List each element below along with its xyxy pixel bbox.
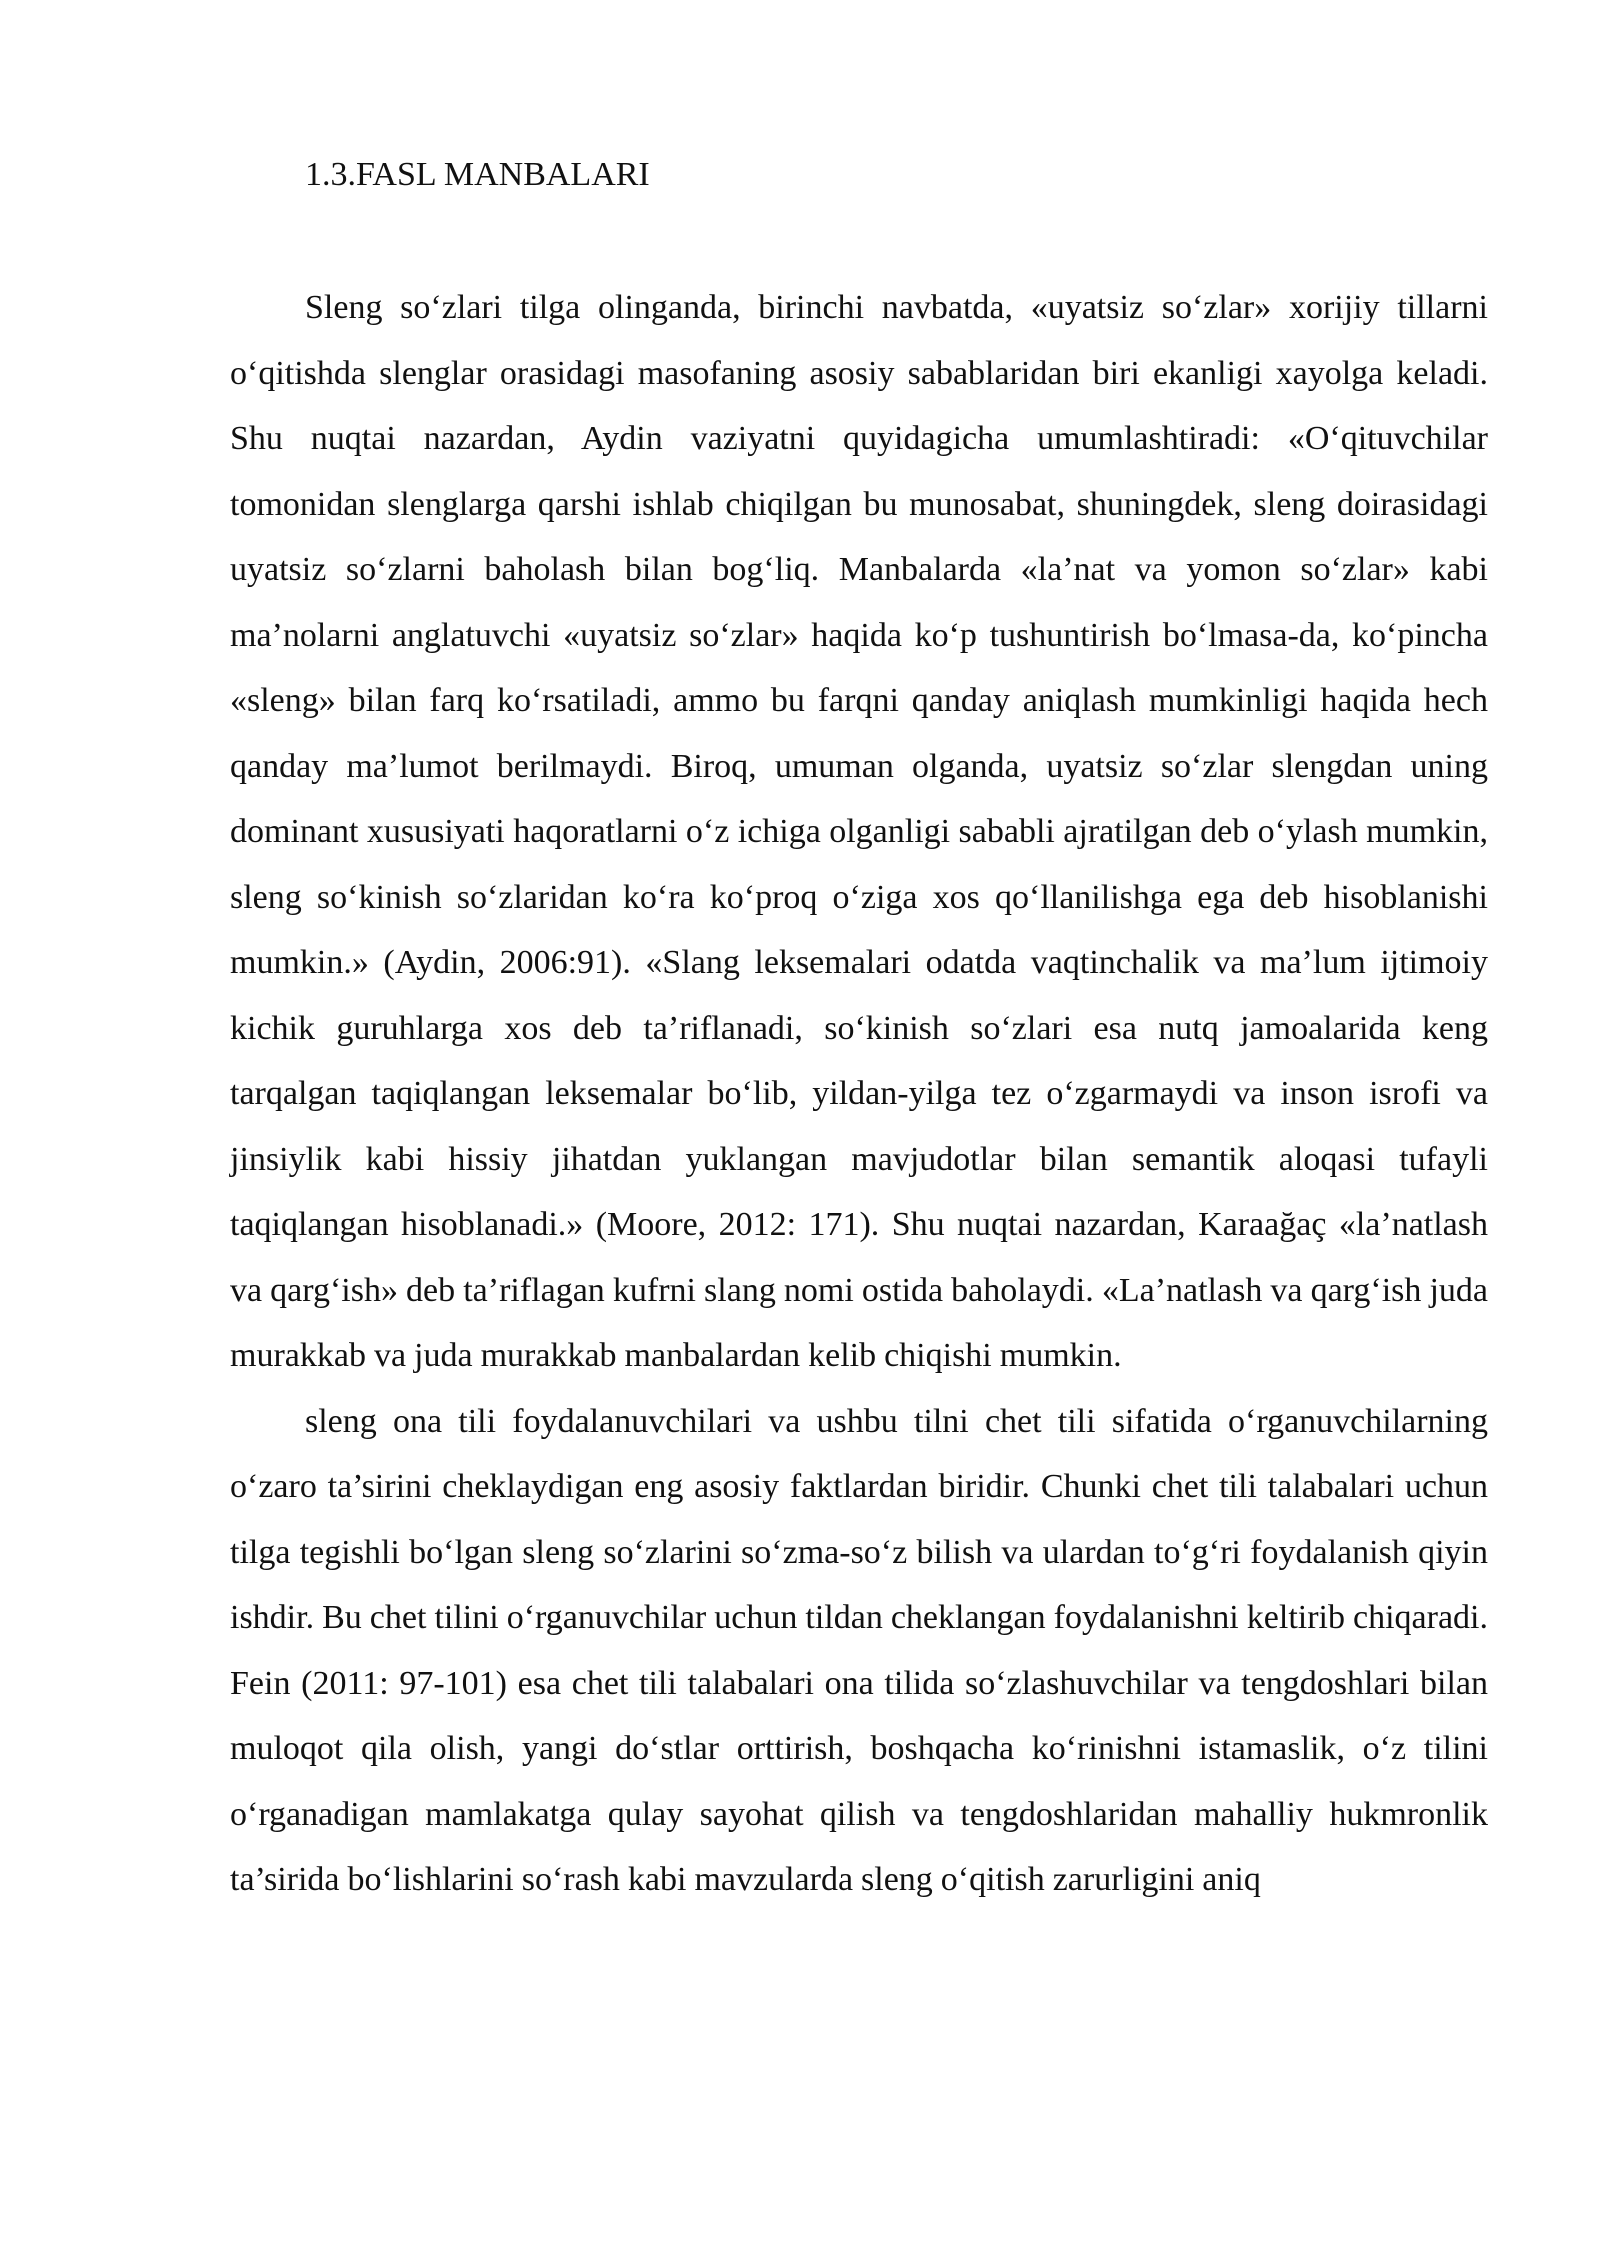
body-text — [230, 275, 1488, 1913]
paragraph-1: Sleng so‘zlari tilga olinganda, birinchi navbatda, «uyatsiz so‘zlar» xorijiy tillarni o‘qitishda slenglar orasidagi masofaning asosiy sabablaridan biri ekanligi xayolga keladi. Shu nuqtai nazardan, Aydin vaziyatni quyidagicha umumlashtiradi: «O‘qituvchilar tomonidan slenglarga qarshi ishlab chiqilgan bu munosabat, shuningdek, sleng doirasidagi uyatsiz so‘zlarni baholash bilan bog‘liq. Manbalarda «la’nat va yomon so‘zlar» kabi ma’nolarni anglatuvchi «uyatsiz so‘zlar» haqida ko‘p tushuntirish bo‘lmasa-da, ko‘pincha «sleng» bilan farq ko‘rsatiladi, ammo bu farqni qanday aniqlash mumkinligi haqida hech qanday ma’lumot berilmaydi. Biroq, umuman olganda, uyatsiz so‘zlar slengdan uning dominant xususiyati haqoratlarni o‘z ichiga olganligi sababli ajratilgan deb o‘ylash mumkin, sleng so‘kinish so‘zlaridan ko‘ra ko‘proq o‘ziga xos qo‘llanilishga ega deb hisoblanishi mumkin.» (Aydin, 2006:91). «Slang leksemalari odatda vaqtinchalik va ma’lum ijtimoiy kichik guruhlarga xos deb ta’riflanadi, so‘kinish so‘zlari esa nutq jamoalarida keng tarqalgan taqiqlangan leksemalar bo‘lib, yildan-yilga tez o‘zgarmaydi va inson isrofi va jinsiylik kabi hissiy jihatdan yuklangan mavjudotlar bilan semantik aloqasi tufayli taqiqlangan hisoblanadi.» (Moore, 2012: 171). Shu nuqtai nazardan, Karaağaç «la’natlash va qarg‘ish» deb ta’riflagan kufrni slang nomi ostida baholaydi. «La’natlash va qarg‘ish juda murakkab va juda murakkab manbalardan kelib chiqishi mumkin. — [230, 289, 1488, 1374]
section-heading: 1.3.FASL MANBALARI — [305, 156, 650, 193]
paragraph-2: sleng ona tili foydalanuvchilari va ushbu tilni chet tili sifatida o‘rganuvchilarning o‘zaro ta’sirini cheklaydigan eng asosiy faktlardan biridir. Chunki chet tili talabalari uchun tilga tegishli bo‘lgan sleng so‘zlarini so‘zma-so‘z bilish va ulardan to‘g‘ri foydalanish qiyin ishdir. Bu chet tilini o‘rganuvchilar uchun tildan cheklangan foydalanishni keltirib chiqaradi. Fein (2011: 97-101) esa chet tili talabalari ona tilida so‘zlashuvchilar va tengdoshlari bilan muloqot qila olish, yangi do‘stlar orttirish, boshqacha ko‘rinishni istamaslik, o‘z tilini o‘rganadigan mamlakatga qulay sayohat qilish va tengdoshlaridan mahalliy hukmronlik ta’sirida bo‘lishlarini so‘rash kabi mavzularda sleng o‘qitish zarurligini aniq — [230, 1402, 1488, 1898]
